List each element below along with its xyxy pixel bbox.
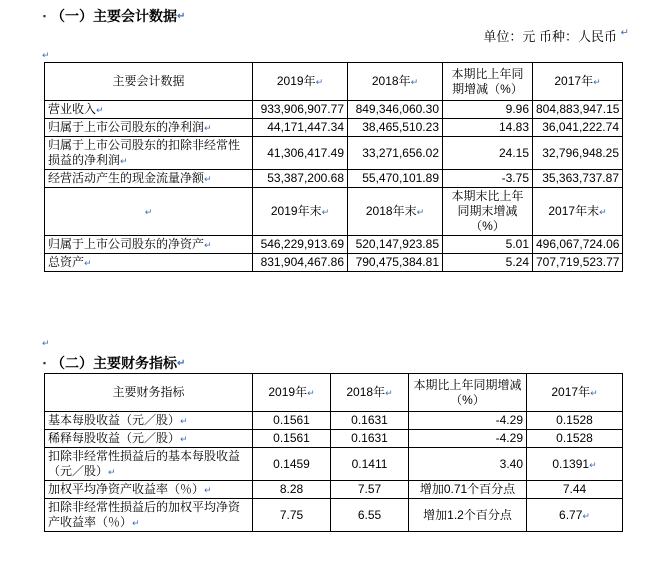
- empty-paragraph-mark-2: [42, 333, 50, 351]
- cell-2018: 7.57: [331, 481, 409, 499]
- cell-2017: 804,883,947.15: [533, 101, 623, 119]
- paragraph-mark-icon: ↵: [620, 27, 629, 39]
- table-row: [45, 101, 623, 119]
- cell-2017: 36,041,222.74: [533, 119, 623, 137]
- subheader-blank: ↵: [45, 188, 253, 236]
- cell-change: 24.15: [443, 137, 533, 170]
- cell-2018: 790,475,384.81: [348, 254, 443, 272]
- row-label: 归属于上市公司股东的扣除非经常性损益的净利润↵: [45, 137, 253, 170]
- row-label: 稀释每股收益（元／股）↵: [45, 430, 253, 448]
- row-label: 归属于上市公司股东的净资产↵: [45, 236, 253, 254]
- cell-2019: 41,306,417.49: [253, 137, 348, 170]
- cell-2017: 707,719,523.77: [533, 254, 623, 272]
- cell-2017: 6.77↵: [527, 499, 623, 532]
- table-header-row: [45, 63, 623, 101]
- cell-2018: 0.1411: [331, 448, 409, 481]
- cell-change: 5.24: [443, 254, 533, 272]
- heading-text: （二）主要财务指标: [51, 355, 177, 371]
- cell-2019: 44,171,447.34: [253, 119, 348, 137]
- cell-change: 9.96: [443, 101, 533, 119]
- paragraph-mark-icon: ↵: [177, 10, 186, 22]
- section-heading-financial-indicators: [40, 353, 185, 373]
- subheader-change: 本期末比上年同期末增减（%）: [443, 188, 533, 236]
- cell-change: -4.29: [409, 430, 527, 448]
- bullet-icon: ▪: [42, 357, 47, 368]
- row-label: 扣除非经常性损益后的基本每股收益（元／股）↵: [45, 448, 253, 481]
- cell-2018: 849,346,060.30: [348, 101, 443, 119]
- table-subheader-row: [45, 188, 623, 236]
- subheader-2017-end: 2017年末↵: [533, 188, 623, 236]
- empty-paragraph-mark-1: [42, 45, 50, 63]
- cell-2017: 496,067,724.06: [533, 236, 623, 254]
- table-row: [45, 412, 623, 430]
- column-header-change: 本期比上年同期增减（%）: [409, 374, 527, 412]
- row-label: 扣除非经常性损益后的加权平均净资产收益率（％）↵: [45, 499, 253, 532]
- cell-2019: 7.75: [253, 499, 331, 532]
- subheader-2019-end: 2019年末↵: [253, 188, 348, 236]
- table-accounting-data: [44, 62, 623, 272]
- row-label: 基本每股收益（元／股）↵: [45, 412, 253, 430]
- row-label: 归属于上市公司股东的净利润↵: [45, 119, 253, 137]
- cell-change: 5.01: [443, 236, 533, 254]
- cell-2017: 7.44: [527, 481, 623, 499]
- row-label: 总资产↵: [45, 254, 253, 272]
- cell-change: -3.75: [443, 170, 533, 188]
- paragraph-mark-icon: ↵: [42, 50, 50, 60]
- table-financial-indicators: [44, 373, 623, 532]
- cell-2018: 6.55: [331, 499, 409, 532]
- cell-2019: 8.28: [253, 481, 331, 499]
- cell-2019: 0.1459: [253, 448, 331, 481]
- cell-2018: 33,271,656.02: [348, 137, 443, 170]
- cell-2017: 0.1391↵: [527, 448, 623, 481]
- column-header-2018: 2018年↵: [348, 63, 443, 101]
- cell-change: 14.83: [443, 119, 533, 137]
- table-header-row: [45, 374, 623, 412]
- cell-2019: 831,904,467.86: [253, 254, 348, 272]
- column-header-change: 本期比上年同期增减（%）: [443, 63, 533, 101]
- table-row: [45, 481, 623, 499]
- row-label: 经营活动产生的现金流量净额↵: [45, 170, 253, 188]
- column-header-metric: 主要财务指标: [45, 374, 253, 412]
- cell-2017: 0.1528: [527, 430, 623, 448]
- cell-2019: 0.1561: [253, 412, 331, 430]
- table-row: [45, 254, 623, 272]
- table-row: [45, 236, 623, 254]
- paragraph-mark-icon: ↵: [177, 357, 186, 369]
- cell-2017: 0.1528: [527, 412, 623, 430]
- table-row: [45, 448, 623, 481]
- heading-text: （一）主要会计数据: [51, 8, 177, 24]
- cell-change: 增加1.2个百分点: [409, 499, 527, 532]
- row-label: 加权平均净资产收益率（％）↵: [45, 481, 253, 499]
- cell-2018: 55,470,101.89: [348, 170, 443, 188]
- cell-change: -4.29: [409, 412, 527, 430]
- section-heading-accounting-data: [40, 6, 185, 26]
- cell-2017: 35,363,737.87: [533, 170, 623, 188]
- subheader-2018-end: 2018年末↵: [348, 188, 443, 236]
- cell-2017: 32,796,948.25: [533, 137, 623, 170]
- unit-currency-text: 单位：元 币种：人民币: [483, 29, 617, 44]
- cell-2018: 0.1631: [331, 430, 409, 448]
- column-header-2019: 2019年↵: [253, 63, 348, 101]
- table-row: [45, 137, 623, 170]
- bullet-icon: ▪: [42, 10, 47, 21]
- column-header-2017: 2017年↵: [527, 374, 623, 412]
- cell-2019: 546,229,913.69: [253, 236, 348, 254]
- unit-currency-note: [483, 26, 629, 45]
- cell-2019: 933,906,907.77: [253, 101, 348, 119]
- cell-2018: 520,147,923.85: [348, 236, 443, 254]
- table-row: [45, 119, 623, 137]
- table-row: [45, 499, 623, 532]
- cell-2018: 38,465,510.23: [348, 119, 443, 137]
- table-row: [45, 430, 623, 448]
- column-header-2017: 2017年↵: [533, 63, 623, 101]
- column-header-2019: 2019年↵: [253, 374, 331, 412]
- cell-2018: 0.1631: [331, 412, 409, 430]
- cell-change: 3.40: [409, 448, 527, 481]
- cell-2019: 0.1561: [253, 430, 331, 448]
- column-header-metric: 主要会计数据: [45, 63, 253, 101]
- cell-2019: 53,387,200.68: [253, 170, 348, 188]
- table-row: [45, 170, 623, 188]
- paragraph-mark-icon: ↵: [42, 338, 50, 348]
- column-header-2018: 2018年↵: [331, 374, 409, 412]
- row-label: 营业收入↵: [45, 101, 253, 119]
- cell-change: 增加0.71个百分点: [409, 481, 527, 499]
